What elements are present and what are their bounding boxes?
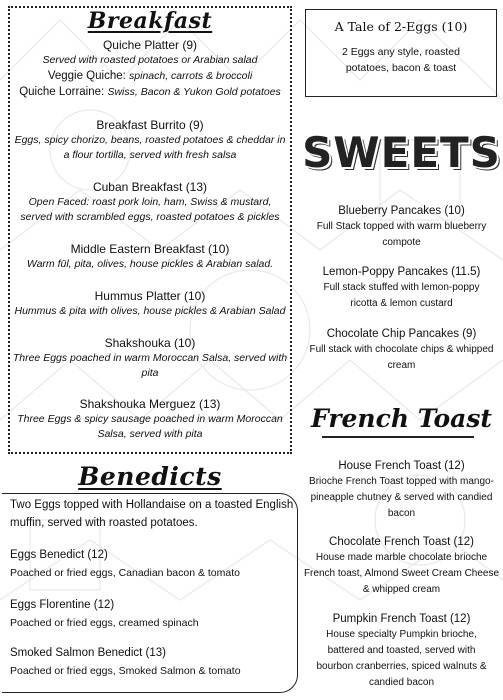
tale-of-2-eggs-box [305,9,497,97]
item-name: Shakshouka Merguez (13) [79,397,221,411]
item-name: Hummus Platter (10) [94,289,206,303]
menu-item [300,326,503,374]
item-name: Eggs Benedict (12) [10,549,108,561]
menu-item [10,644,295,680]
item-desc: compote [382,237,421,248]
item-desc: pita [141,367,159,379]
menu-item [300,534,503,598]
item-desc: Full stack with chocolate chips & whipped [309,344,494,355]
intro-line: Two Eggs topped with Hollandaise on a toasted English [10,499,294,511]
item-name: Shakshouka (10) [104,336,196,350]
item-desc: ricotta & lemon custard [350,298,453,309]
item-name: Quiche Platter (9) [102,38,198,52]
item-desc: served with scrambled eggs, roasted potatoes & pickles [20,211,280,223]
menu-item [0,241,300,272]
intro-line: muffin, served with roasted potatoes. [10,517,198,529]
item-name: Smoked Salmon Benedict (13) [10,647,166,659]
item-name: Pumpkin French Toast (12) [332,613,471,625]
item-desc: Poached or fried eggs, Canadian bacon & tomato [10,567,240,579]
benedicts-intro [10,496,295,532]
item-desc: Salsa, served with pita [97,428,203,440]
item-desc: Served with roasted potatoes or Arabian salad [42,54,258,66]
item-desc: House made marble chocolate brioche [315,552,488,563]
quiche-lorraine-desc: Swiss, Bacon & Yukon Gold potatoes [107,86,281,98]
tale-desc-line: potatoes, bacon & toast [345,62,457,74]
item-desc: pineapple chutney & served with candied [310,492,493,503]
item-name: Middle Eastern Breakfast (10) [70,242,230,256]
menu-item [0,179,300,225]
item-desc: Warm fūl, pita, olives, house pickles & Arabian salad. [26,258,274,270]
item-name: House French Toast (12) [338,460,465,472]
item-desc: Three Eggs poached in warm Moroccan Salsa, served with [12,352,288,364]
item-desc: bacon [387,508,416,519]
item-name: Breakfast Burrito (9) [96,118,204,132]
veggie-quiche-label: Veggie Quiche: [47,70,126,82]
item-desc: battered and toasted, served with [327,645,476,656]
veggie-quiche-desc: spinach, carrots & broccoli [129,70,253,82]
title-underline [322,436,474,438]
quiche-lorraine-line [0,84,300,100]
item-name: Blueberry Pancakes (10) [338,205,465,217]
item-name: Cuban Breakfast (13) [92,180,208,194]
menu-item [0,396,300,442]
sweets-title: SWEETS [302,128,501,177]
item-name: Lemon-Poppy Pancakes (11.5) [322,266,481,278]
menu-item [0,335,300,381]
item-desc: Eggs, spicy chorizo, beans, roasted potatoes & cheddar in [14,134,286,146]
menu-item [300,611,503,691]
breakfast-title: Breakfast [87,8,213,34]
item-desc: Poached or fried eggs, creamed spinach [10,617,199,629]
quiche-lorraine-label: Quiche Lorraine: [19,86,105,98]
french-toast-title: French Toast [311,404,492,433]
item-desc: & whipped cream [362,584,441,595]
tale-desc [306,44,496,76]
menu-item [10,596,295,632]
veggie-quiche-line [0,68,300,84]
item-desc: Full stack stuffed with lemon-poppy [323,282,480,293]
item-desc: French toast, Almond Sweet Cream Cheese [303,568,500,579]
menu-item [300,264,503,312]
item-desc: Open Faced: roast pork loin, ham, Swiss & mustard, [28,196,272,208]
tale-desc-line: 2 Eggs any style, roasted [342,46,460,58]
item-desc: candied bacon [368,677,435,688]
tale-title: A Tale of 2-Eggs (10) [334,19,468,34]
item-desc: Full Stack topped with warm blueberry [316,221,487,232]
item-name: Eggs Florentine (12) [10,599,115,611]
item-desc: Three Eggs & spicy sausage poached in warm Moroccan [17,413,283,425]
item-desc: cream [387,360,416,371]
item-desc: Hummus & pita with olives, house pickles & Arabian Salad [14,305,286,317]
menu-item [0,117,300,163]
menu-item [300,458,503,522]
menu-item [0,288,300,319]
item-desc: House specialty Pumpkin brioche, [326,629,477,640]
item-desc: Brioche French Toast topped with mango- [309,476,494,487]
item-desc: a flour tortilla, served with fresh salsa [63,149,237,161]
item-desc: bourbon cranberries, spiced walnuts & [316,661,487,672]
benedicts-title: Benedicts [78,462,222,491]
quiche-platter-item [0,37,300,100]
item-name: Chocolate Chip Pancakes (9) [326,328,477,340]
menu-item [300,203,503,251]
menu-item [10,546,295,582]
item-desc: Poached or fried eggs, Smoked Salmon & tomato [10,665,241,677]
item-name: Chocolate French Toast (12) [329,536,474,548]
